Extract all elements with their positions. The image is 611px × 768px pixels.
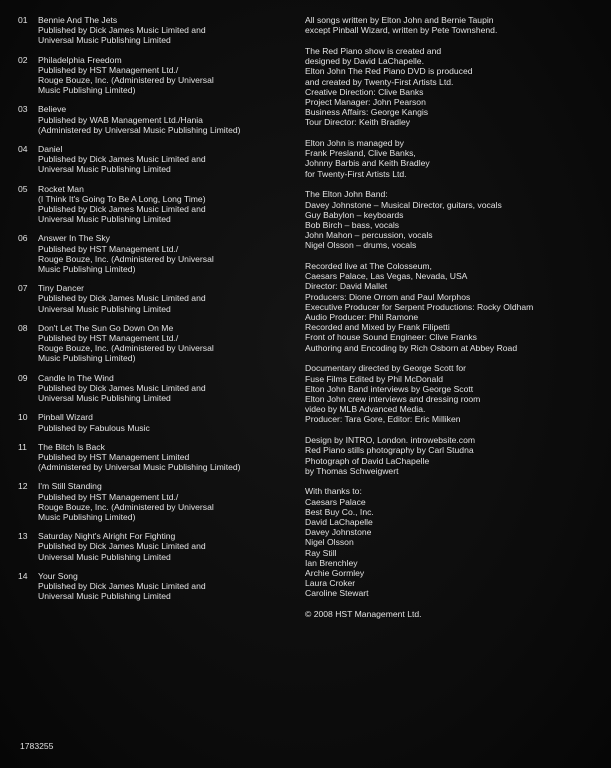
- track-item: [18, 571, 303, 602]
- catalog-number: 1783255: [20, 741, 54, 751]
- credits-line: Ian Brenchley: [305, 557, 358, 568]
- credits-line: Caroline Stewart: [305, 588, 369, 599]
- credits-line: Director: David Mallet: [305, 281, 388, 292]
- credits-line: Nigel Olsson – drums, vocals: [305, 240, 417, 251]
- credits-line: Bob Birch – bass, vocals: [305, 219, 400, 230]
- track-publisher: Published by Dick James Music Limited and Universal Music Publishing Limited: [38, 154, 206, 175]
- track-publisher: Published by WAB Management Ltd./Hania (Administered by Universal Music Publishing Limited): [38, 114, 241, 135]
- credits-line: Guy Babylon – keyboards: [305, 209, 404, 220]
- credits-line: Project Manager: John Pearson: [305, 96, 426, 107]
- track-publisher: Published by HST Management Ltd./ Rouge Bouze, Inc. (Administered by Universal Music Publishing Limited): [38, 333, 214, 364]
- credits-line: Tour Director: Keith Bradley: [305, 117, 411, 128]
- credits-block: [305, 15, 605, 35]
- track-item: [18, 323, 303, 364]
- credits-line: Design by INTRO, London. introwebsite.com: [305, 435, 476, 446]
- track-publisher: Published by HST Management Ltd./ Rouge Bouze, Inc. (Administered by Universal Music Publishing Limited): [38, 243, 214, 275]
- credits-line: Producer: Tara Gore, Editor: Eric Milliken: [305, 414, 461, 425]
- credits-line: except Pinball Wizard, written by Pete Townshend.: [305, 25, 498, 36]
- track-title: The Bitch Is Back: [38, 441, 105, 452]
- track-number: 05: [18, 183, 28, 194]
- credits-line: Photograph of David LaChapelle: [305, 455, 430, 466]
- track-title: Philadelphia Freedom: [38, 54, 122, 65]
- track-item: [18, 283, 303, 314]
- credits-line: by Thomas Schweigwert: [305, 465, 399, 476]
- track-number: 01: [18, 15, 28, 25]
- track-item: [18, 184, 303, 225]
- track-number: 09: [18, 372, 28, 383]
- credits-block: [305, 435, 605, 476]
- credits-line: Elton John crew interviews and dressing room: [305, 394, 481, 404]
- track-number: 04: [18, 144, 28, 155]
- credits-block: [305, 363, 605, 424]
- credits-line: Nigel Olsson: [305, 537, 354, 548]
- credits-line: Caesars Palace, Las Vegas, Nevada, USA: [305, 271, 468, 282]
- credits-block: [305, 46, 605, 128]
- credits-line: Recorded live at The Colosseum,: [305, 261, 432, 272]
- credits-line: Documentary directed by George Scott for: [305, 363, 466, 374]
- credits-line: Ray Still: [305, 547, 337, 558]
- track-number: 11: [18, 441, 27, 452]
- credits-line: for Twenty-First Artists Ltd.: [305, 168, 407, 179]
- track-item: [18, 15, 303, 46]
- credits-line: © 2008 HST Management Ltd.: [305, 609, 422, 620]
- track-item: [18, 481, 303, 522]
- credits-line: Authoring and Encoding by Rich Osborn at Abbey Road: [305, 342, 518, 353]
- track-item: [18, 442, 303, 473]
- credits-line: Best Buy Co., Inc.: [305, 506, 374, 517]
- track-title: Answer In The Sky: [38, 233, 110, 244]
- credits-line: John Mahon – percussion, vocals: [305, 230, 433, 241]
- track-publisher: Published by Dick James Music Limited and Universal Music Publishing Limited: [38, 293, 206, 314]
- track-number: 08: [18, 322, 28, 333]
- track-item: [18, 373, 303, 404]
- credits-line: All songs written by Elton John and Bernie Taupin: [305, 15, 494, 25]
- credits-line: With thanks to:: [305, 486, 362, 497]
- credits-block: [305, 261, 605, 353]
- track-title: I'm Still Standing: [38, 481, 102, 492]
- credits-block: [305, 609, 605, 619]
- credits-line: Executive Producer for Serpent Productions: Rocky Oldham: [305, 301, 534, 312]
- credits-line: Archie Gormley: [305, 568, 365, 579]
- track-title: Saturday Night's Alright For Fighting: [38, 531, 176, 542]
- credits-line: Laura Croker: [305, 578, 356, 589]
- track-publisher: Published by Dick James Music Limited and Universal Music Publishing Limited: [38, 204, 206, 225]
- track-publisher: Published by Dick James Music Limited and Universal Music Publishing Limited: [38, 541, 206, 562]
- track-publisher: Published by Dick James Music Limited and Universal Music Publishing Limited: [38, 382, 206, 404]
- credits-line: designed by David LaChapelle.: [305, 56, 424, 67]
- credits-line: Frank Presland, Clive Banks,: [305, 148, 416, 159]
- track-publisher: Published by HST Management Ltd./ Rouge Bouze, Inc. (Administered by Universal Music Publishing Limited): [38, 491, 214, 522]
- track-number: 10: [18, 412, 28, 423]
- track-publisher: Published by Fabulous Music: [38, 422, 150, 433]
- track-title: Pinball Wizard: [38, 412, 93, 423]
- credits-line: Producers: Dione Orrom and Paul Morphos: [305, 291, 471, 302]
- track-title: Your Song: [38, 570, 78, 581]
- track-item: [18, 144, 303, 175]
- track-publisher: Published by HST Management Ltd./ Rouge Bouze, Inc. (Administered by Universal Music Publishing Limited): [38, 64, 214, 96]
- credits-line: Elton John is managed by: [305, 138, 404, 149]
- track-number: 12: [18, 481, 28, 492]
- credits-line: Caesars Palace: [305, 496, 366, 507]
- track-publisher: Published by Dick James Music Limited and Universal Music Publishing Limited: [38, 580, 206, 602]
- credits-line: Johnny Barbis and Keith Bradley: [305, 158, 430, 169]
- track-title: Daniel: [38, 144, 63, 155]
- credits-line: Red Piano stills photography by Carl Studna: [305, 445, 474, 456]
- track-list: [18, 15, 303, 610]
- track-item: [18, 531, 303, 562]
- credits-block: [305, 486, 605, 598]
- credits-line: Audio Producer: Phil Ramone: [305, 312, 419, 323]
- credits-line: Elton John The Red Piano DVD is produced: [305, 66, 473, 77]
- track-title: Tiny Dancer: [38, 283, 85, 294]
- track-title: Bennie And The Jets: [38, 15, 118, 25]
- credits-line: Elton John Band interviews by George Scott: [305, 383, 474, 394]
- track-number: 13: [18, 531, 28, 542]
- track-title: Candle In The Wind: [38, 372, 114, 383]
- track-item: [18, 55, 303, 96]
- credits-line: Davey Johnstone – Musical Director, guitars, vocals: [305, 199, 502, 210]
- track-publisher: Published by HST Management Limited (Administered by Universal Music Publishing Limited): [38, 451, 241, 473]
- credits-column: [305, 15, 605, 630]
- track-item: [18, 233, 303, 274]
- credits-line: video by MLB Advanced Media.: [305, 404, 426, 415]
- credits-block: [305, 189, 605, 250]
- credits-block: [305, 138, 605, 179]
- track-number: 06: [18, 233, 28, 244]
- track-publisher: Published by Dick James Music Limited and Universal Music Publishing Limited: [38, 25, 206, 46]
- track-number: 14: [18, 570, 28, 581]
- track-title: Believe: [38, 104, 67, 115]
- track-item: [18, 104, 303, 135]
- track-number: 07: [18, 283, 28, 294]
- credits-line: Davey Johnstone: [305, 527, 372, 538]
- credits-line: and created by Twenty-First Artists Ltd.: [305, 76, 454, 87]
- credits-line: The Elton John Band:: [305, 189, 388, 200]
- credits-line: Recorded and Mixed by Frank Filipetti: [305, 322, 450, 333]
- track-title: Don't Let The Sun Go Down On Me: [38, 322, 174, 333]
- track-title: Rocket Man (I Think It's Going To Be A Long, Long Time): [38, 183, 206, 204]
- credits-line: Creative Direction: Clive Banks: [305, 86, 424, 97]
- track-item: [18, 412, 303, 432]
- track-number: 03: [18, 104, 28, 115]
- credits-line: Business Affairs: George Kangis: [305, 107, 429, 118]
- credits-line: The Red Piano show is created and: [305, 45, 442, 56]
- credits-line: Fuse Films Edited by Phil McDonald: [305, 373, 444, 384]
- credits-line: Front of house Sound Engineer: Clive Franks: [305, 332, 477, 343]
- track-number: 02: [18, 54, 28, 65]
- credits-line: David LaChapelle: [305, 517, 373, 528]
